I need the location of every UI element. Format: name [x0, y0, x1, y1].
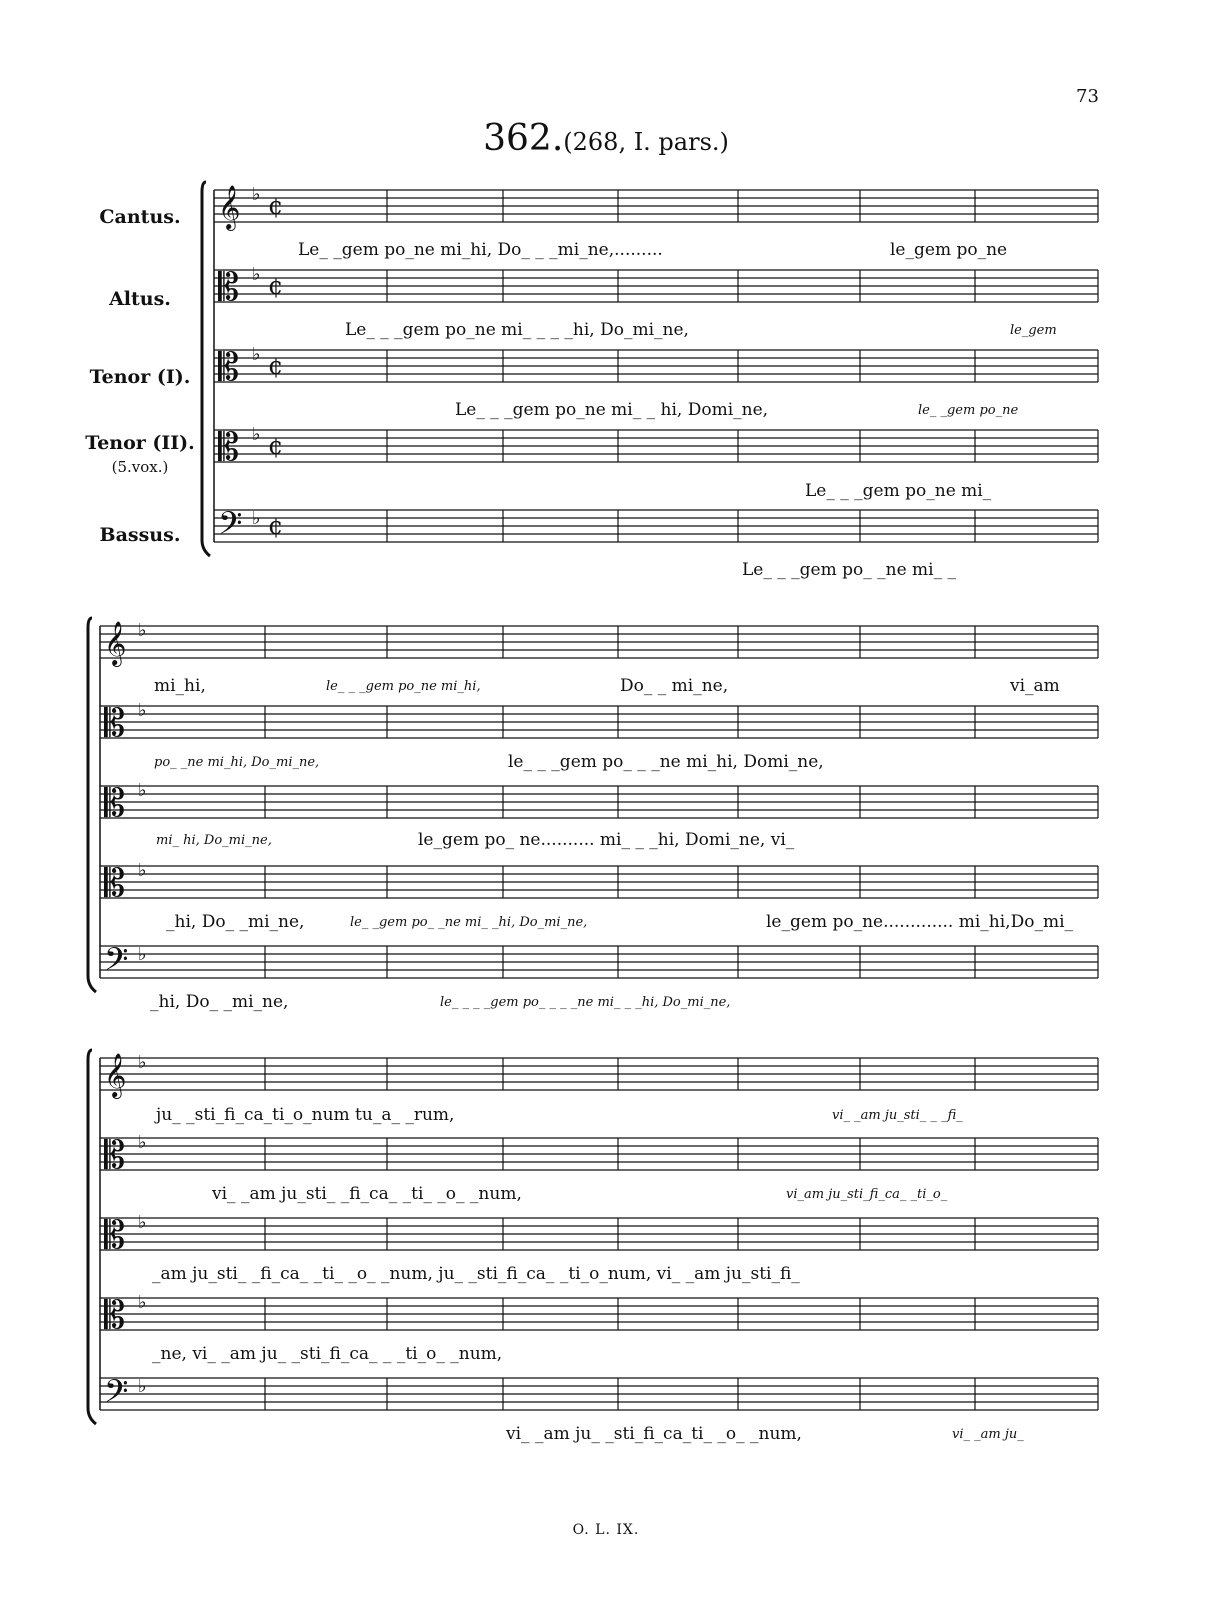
lyric-s1-tenor1-2: le_ _gem po_ne [918, 403, 1019, 418]
lyric-s3-bassus-2: vi_ _am ju_ [952, 1427, 1024, 1442]
system-bracket-icon [88, 618, 96, 992]
flat-icon: ♭ [138, 1212, 147, 1233]
clef-icon: 𝄡 [104, 1293, 126, 1337]
time-signature-icon: ¢ [268, 272, 284, 300]
clef-icon: 𝄡 [218, 345, 240, 389]
flat-icon: ♭ [138, 1292, 147, 1313]
flat-icon: ♭ [138, 944, 147, 965]
footer-signature: O. L. IX. [572, 1522, 640, 1538]
flat-icon: ♭ [252, 424, 261, 445]
lyric-s1-tenor2-1: Le_ _ _gem po_ne mi_ [805, 481, 992, 501]
flat-icon: ♭ [252, 344, 261, 365]
lyric-s2-cantus-3: Do_ _ mi_ne, [620, 676, 729, 696]
lyric-s2-bassus-1: _hi, Do_ _mi_ne, [150, 992, 289, 1012]
voice-label-tenor-1: Tenor (I). [89, 366, 191, 388]
time-signature-icon: ¢ [268, 192, 284, 220]
lyric-s3-bassus-1: vi_ _am ju_ _sti_fi_ca_ti_ _o_ _num, [506, 1424, 802, 1444]
lyric-s2-tenor2-3: le_gem po_ne............. mi_hi,Do_mi_ [766, 912, 1074, 932]
lyric-s1-tenor1-1: Le_ _ _gem po_ne mi_ _ hi, Domi_ne, [455, 400, 769, 420]
flat-icon: ♭ [138, 860, 147, 881]
lyric-s2-tenor1-2: le_gem po_ ne.......... mi_ _ _hi, Domi_ne, vi_ [418, 830, 795, 850]
clef-icon: 𝄡 [104, 781, 126, 825]
lyric-s1-bassus-1: Le_ _ _gem po_ _ne mi_ _ [742, 560, 957, 580]
voice-label-cantus: Cantus. [99, 206, 181, 228]
voice-sublabel-tenor-2: (5.vox.) [111, 458, 169, 476]
lyric-s3-cantus-2: vi_ _am ju_sti_ _ _fi_ [832, 1108, 963, 1123]
lyric-s1-cantus-2: le_gem po_ne [890, 240, 1008, 260]
lyric-s3-altus-2: vi_am ju_sti_fi_ca_ _ti_o_ [786, 1187, 948, 1202]
lyric-s3-altus-1: vi_ _am ju_sti_ _fi_ca_ _ti_ _o_ _num, [212, 1184, 522, 1204]
lyric-s2-cantus-2: le_ _ _gem po_ne mi_hi, [326, 679, 481, 694]
clef-icon: 𝄡 [104, 1213, 126, 1257]
system-bracket-icon [88, 1050, 96, 1424]
piece-number: 362. [483, 118, 564, 159]
lyric-s2-bassus-2: le_ _ _ _gem po_ _ _ _ne mi_ _ _hi, Do_mi_ne, [440, 995, 731, 1010]
voice-label-bassus: Bassus. [99, 524, 181, 546]
lyric-s2-cantus-4: vi_am [1010, 676, 1060, 696]
flat-icon: ♭ [138, 700, 147, 721]
lyric-s2-tenor1-1: mi_ hi, Do_mi_ne, [156, 833, 272, 848]
lyric-s1-altus-1: Le_ _ _gem po_ne mi_ _ _ _hi, Do_mi_ne, [345, 320, 689, 340]
time-signature-icon: ¢ [268, 352, 284, 380]
lyric-s3-tenor2-1: _ne, vi_ _am ju_ _sti_fi_ca_ _ _ti_o_ _num, [152, 1344, 503, 1364]
lyric-s3-cantus-1: ju_ _sti_fi_ca_ti_o_num tu_a_ _rum, [156, 1105, 455, 1125]
voice-label-tenor-2: Tenor (II). [85, 432, 195, 454]
clef-icon: 𝄞 [104, 1053, 127, 1097]
clef-icon: 𝄞 [218, 185, 241, 229]
piece-subtitle: (268, I. pars.) [563, 128, 729, 156]
flat-icon: ♭ [138, 1376, 147, 1397]
voice-label-altus: Altus. [109, 288, 171, 310]
system-bracket-icon [202, 182, 210, 556]
clef-icon: 𝄡 [218, 425, 240, 469]
clef-icon: 𝄢 [104, 1373, 129, 1417]
flat-icon: ♭ [252, 264, 261, 285]
lyric-s1-cantus-1: Le_ _gem po_ne mi_hi, Do_ _ _mi_ne,......... [298, 240, 663, 260]
flat-icon: ♭ [138, 620, 147, 641]
flat-icon: ♭ [252, 184, 261, 205]
clef-icon: 𝄡 [104, 1133, 126, 1177]
lyric-s3-tenor1-1: _am ju_sti_ _fi_ca_ _ti_ _o_ _num, ju_ _sti_fi_ca_ _ti_o_num, vi_ _am ju_sti_fi_ [152, 1264, 800, 1284]
page-number: 73 [1076, 86, 1099, 107]
lyric-s2-altus-1: po_ _ne mi_hi, Do_mi_ne, [154, 755, 320, 770]
flat-icon: ♭ [138, 780, 147, 801]
clef-icon: 𝄡 [104, 861, 126, 905]
flat-icon: ♭ [138, 1052, 147, 1073]
time-signature-icon: ¢ [268, 512, 284, 540]
time-signature-icon: ¢ [268, 432, 284, 460]
flat-icon: ♭ [138, 1132, 147, 1153]
clef-icon: 𝄢 [104, 941, 129, 985]
lyric-s2-cantus-1: mi_hi, [154, 676, 206, 696]
clef-icon: 𝄡 [218, 265, 240, 309]
lyric-s1-altus-2: le_gem [1010, 323, 1057, 338]
flat-icon: ♭ [252, 508, 261, 529]
clef-icon: 𝄡 [104, 701, 126, 745]
lyric-s2-tenor2-1: _hi, Do_ _mi_ne, [166, 912, 305, 932]
clef-icon: 𝄢 [218, 505, 243, 549]
lyric-s2-tenor2-2: le_ _gem po_ _ne mi_ _hi, Do_mi_ne, [350, 915, 588, 930]
lyric-s2-altus-2: le_ _ _gem po_ _ _ne mi_hi, Domi_ne, [508, 752, 824, 772]
clef-icon: 𝄞 [104, 621, 127, 665]
